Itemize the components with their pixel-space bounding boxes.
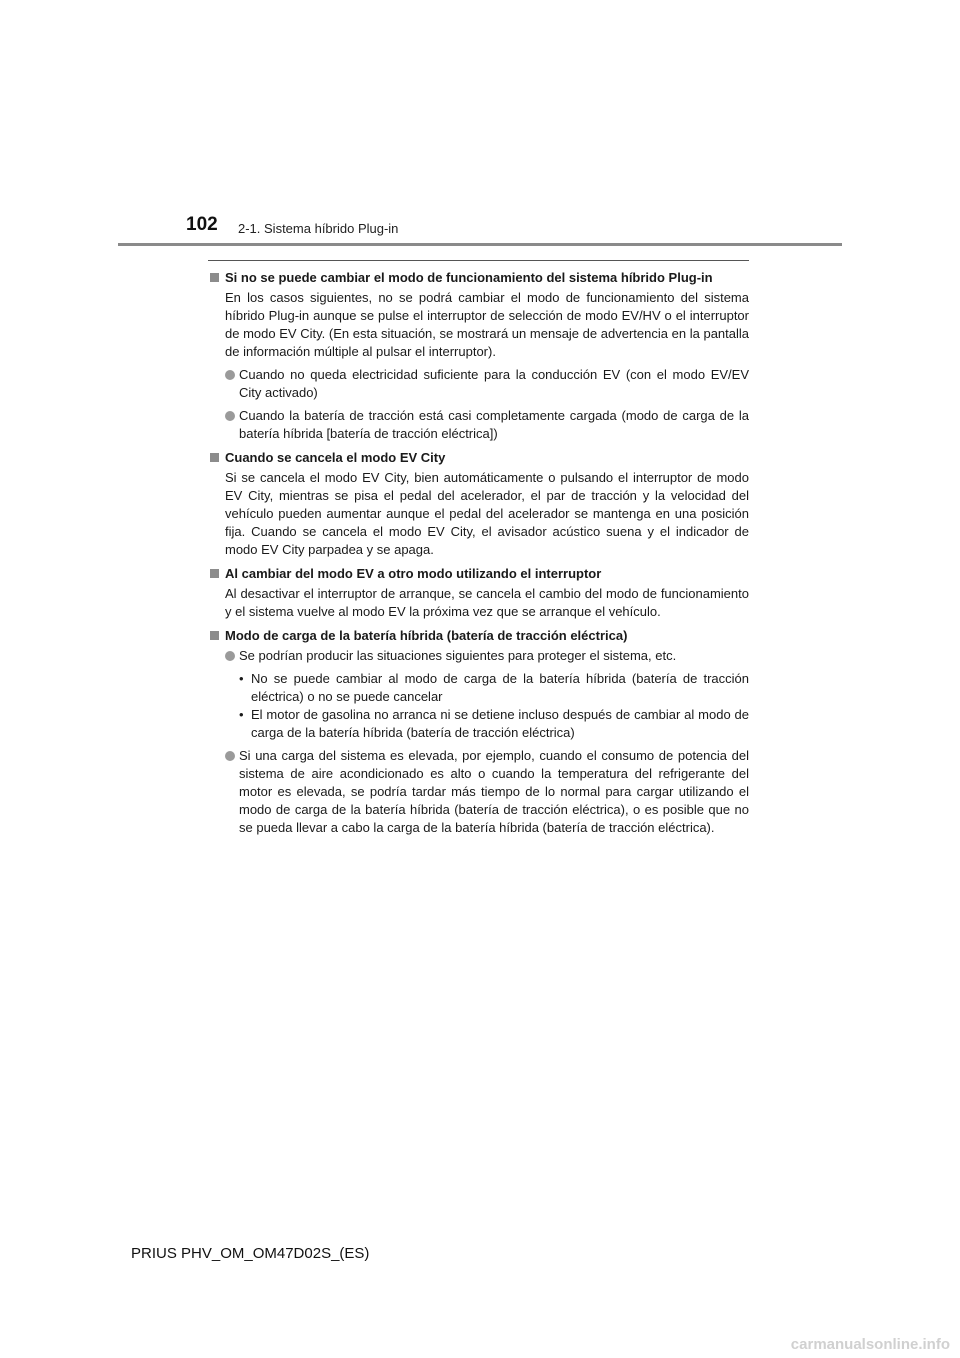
- header-rule: [118, 243, 842, 246]
- section-heading-text: Si no se puede cambiar el modo de funcionamiento del sistema híbrido Plug-in: [225, 270, 713, 285]
- content-top-rule: [208, 260, 749, 261]
- section-heading: [208, 269, 749, 287]
- dot-bullet-icon: •: [239, 707, 244, 722]
- section-heading: [208, 565, 749, 583]
- section-heading: [208, 627, 749, 645]
- sub-list-item: [208, 706, 749, 742]
- section-heading: [208, 449, 749, 467]
- section-heading-text: Modo de carga de la batería híbrida (batería de tracción eléctrica): [225, 628, 628, 643]
- section-paragraph: Si se cancela el modo EV City, bien automáticamente o pulsando el interruptor de modo EV City, mientras se pisa el pedal del acelerador, el par de tracción y la velocidad del vehículo pueden aumentar aunque el pedal del acelerador se mantenga en una posición fija. Cuando se cancela el modo EV City, el avisador acústico suena y el indicador de modo EV City parpadea y se apaga.: [225, 470, 749, 557]
- document-code: PRIUS PHV_OM_OM47D02S_(ES): [131, 1245, 370, 1262]
- sub-list: [208, 670, 749, 742]
- section-ev-city-cancel: [208, 449, 749, 559]
- sub-list-item-text: El motor de gasolina no arranca ni se detiene incluso después de cambiar al modo de carga de la batería híbrida (batería de tracción eléctrica): [251, 707, 749, 740]
- list-item: [208, 366, 749, 402]
- list-item-text: Cuando no queda electricidad suficiente para la conducción EV (con el modo EV/EV City activado): [239, 367, 749, 400]
- circle-bullet-icon: [225, 411, 235, 421]
- section-heading-text: Cuando se cancela el modo EV City: [225, 450, 446, 465]
- sub-list-item: [208, 670, 749, 706]
- list-item: [208, 747, 749, 837]
- section-battery-charge-mode: [208, 627, 749, 837]
- circle-bullet-icon: [225, 751, 235, 761]
- circle-bullet-icon: [225, 370, 235, 380]
- circle-bullet-icon: [225, 651, 235, 661]
- sub-list-item-text: No se puede cambiar al modo de carga de la batería híbrida (batería de tracción eléctrica) o no se puede cancelar: [251, 671, 749, 704]
- section-heading-text: Al cambiar del modo EV a otro modo utilizando el interruptor: [225, 566, 602, 581]
- list-item: [208, 407, 749, 443]
- section-ev-mode-switch: [208, 565, 749, 621]
- square-bullet-icon: [210, 631, 219, 640]
- square-bullet-icon: [210, 273, 219, 282]
- page-header: [0, 0, 960, 250]
- section-mode-change-unavailable: [208, 269, 749, 443]
- list-item: [208, 647, 749, 665]
- page-number: 102: [186, 214, 218, 235]
- square-bullet-icon: [210, 453, 219, 462]
- list-item-text: Si una carga del sistema es elevada, por ejemplo, cuando el consumo de potencia del sistema de aire acondicionado es alto o cuando la temperatura del refrigerante del motor es elevada, se podría tardar más tiempo de lo normal para cargar utilizando el modo de carga de la batería híbrida (batería de tracción eléctrica), o es posible que no se pueda llevar a cabo la carga de la batería híbrida (batería de tracción eléctrica).: [239, 748, 749, 835]
- list-item-text: Se podrían producir las situaciones siguientes para proteger el sistema, etc.: [239, 648, 677, 663]
- square-bullet-icon: [210, 569, 219, 578]
- dot-bullet-icon: •: [239, 671, 244, 686]
- list-item-text: Cuando la batería de tracción está casi completamente cargada (modo de carga de la batería híbrida [batería de tracción eléctrica]): [239, 408, 749, 441]
- section-paragraph: En los casos siguientes, no se podrá cambiar el modo de funcionamiento del sistema híbrido Plug-in aunque se pulse el interruptor de selección de modo EV/HV o el interruptor de modo EV City. (En esta situación, se mostrará un mensaje de advertencia en la pantalla de información múltiple al pulsar el interruptor).: [225, 290, 749, 359]
- page-content: [208, 260, 749, 843]
- section-paragraph: Al desactivar el interruptor de arranque, se cancela el cambio del modo de funcionamiento y el sistema vuelve al modo EV la próxima vez que se arranque el vehículo.: [225, 586, 749, 619]
- watermark: carmanualsonline.info: [790, 1336, 950, 1353]
- section-title: 2-1. Sistema híbrido Plug-in: [238, 221, 399, 236]
